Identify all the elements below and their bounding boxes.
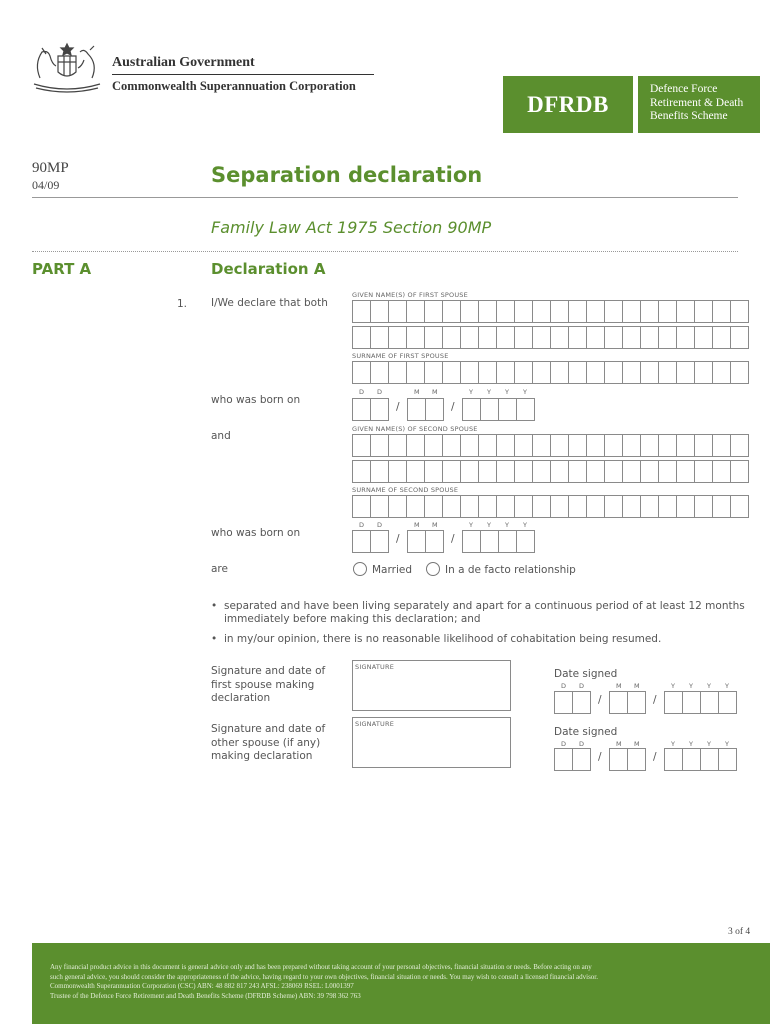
date-month-label: M [616, 740, 622, 748]
date-day-label: D [579, 740, 585, 748]
date-day-label: D [561, 682, 567, 690]
second-dob-month-field[interactable] [407, 530, 444, 553]
date-separator: / [396, 533, 400, 545]
first-surname-field[interactable] [352, 361, 749, 384]
first-sign-year-field[interactable] [664, 691, 737, 714]
question-number: 1. [177, 298, 188, 310]
declaration-heading: Declaration A [211, 260, 326, 278]
government-subtitle: Commonwealth Superannuation Corporation [112, 79, 356, 93]
signature-label: SIGNATURE [355, 720, 395, 728]
date-day-label: D [579, 682, 585, 690]
form-date: 04/09 [32, 178, 60, 192]
first-dob-day-field[interactable] [352, 398, 389, 421]
date-separator: / [653, 694, 657, 706]
section-divider [32, 251, 738, 252]
header-divider [112, 74, 374, 75]
first-surname-label: SURNAME OF FIRST SPOUSE [352, 352, 449, 360]
dob-month-label: M [414, 388, 420, 396]
date-separator: / [598, 694, 602, 706]
second-dob-year-field[interactable] [462, 530, 535, 553]
dob-day-label: D [359, 521, 365, 529]
date-signed-label: Date signed [554, 668, 618, 680]
dob-year-label: Y [505, 388, 510, 396]
date-separator: / [598, 751, 602, 763]
date-year-label: Y [689, 740, 694, 748]
date-year-label: Y [671, 682, 676, 690]
part-heading: PART A [32, 260, 92, 278]
other-sign-year-field[interactable] [664, 748, 737, 771]
second-given-names-row2[interactable] [352, 460, 749, 483]
label-line: Signature and date of [211, 723, 326, 735]
dob-year-label: Y [469, 388, 474, 396]
date-separator: / [396, 401, 400, 413]
title-divider [32, 197, 738, 198]
dob-year-label: Y [523, 388, 528, 396]
scheme-name-line: Retirement & Death [650, 96, 744, 109]
date-signed-label: Date signed [554, 726, 618, 738]
signature-label: SIGNATURE [355, 663, 395, 671]
dob-month-label: M [432, 388, 438, 396]
bullet-icon: • [211, 633, 218, 645]
declare-text: I/We declare that both [211, 297, 328, 309]
dob-day-label: D [377, 521, 383, 529]
bullet-separated-line2: immediately before making this declaration; and [224, 613, 481, 625]
page-number: 3 of 4 [728, 927, 751, 937]
second-dob-day-field[interactable] [352, 530, 389, 553]
scheme-name [638, 76, 760, 133]
married-label: Married [372, 564, 412, 576]
other-signature-label [211, 723, 325, 764]
footer-line: such general advice, you should consider the appropriateness of the advice, having regard to your own objectives, financial situation or needs. You may wish to consult a licensed financial advisor. [50, 972, 598, 981]
born-on-label: who was born on [211, 394, 301, 406]
date-day-label: D [561, 740, 567, 748]
dob-year-label: Y [487, 521, 492, 529]
dob-year-label: Y [469, 521, 474, 529]
date-year-label: Y [725, 682, 730, 690]
de-facto-radio[interactable] [426, 562, 440, 576]
dob-year-label: Y [505, 521, 510, 529]
dob-year-label: Y [523, 521, 528, 529]
and-label: and [211, 430, 231, 442]
date-year-label: Y [689, 682, 694, 690]
date-separator: / [451, 533, 455, 545]
first-dob-month-field[interactable] [407, 398, 444, 421]
second-given-label: GIVEN NAME(S) OF SECOND SPOUSE [352, 425, 478, 433]
footer-line: Any financial product advice in this document is general advice only and has been prepared without taking account of your personal objectives, financial situation or needs. Before acting on any [50, 963, 592, 971]
dfrdb-logo: DFRDB [503, 76, 633, 133]
bullet-icon: • [211, 600, 218, 612]
date-month-label: M [634, 682, 640, 690]
bullet-no-cohabitation: in my/our opinion, there is no reasonable likelihood of cohabitation being resumed. [224, 633, 662, 645]
second-given-names-row1[interactable] [352, 434, 749, 457]
page-subtitle: Family Law Act 1975 Section 90MP [211, 218, 492, 237]
label-line: other spouse (if any) [211, 736, 321, 749]
date-separator: / [451, 401, 455, 413]
first-given-label: GIVEN NAME(S) OF FIRST SPOUSE [352, 291, 468, 299]
footer-line: Commonwealth Superannuation Corporation (CSC) ABN: 48 882 817 243 AFSL: 238069 RSEL: L0001397 [50, 982, 354, 990]
dob-day-label: D [359, 388, 365, 396]
dob-month-label: M [414, 521, 420, 529]
married-radio[interactable] [353, 562, 367, 576]
second-surname-label: SURNAME OF SECOND SPOUSE [352, 486, 459, 494]
other-sign-month-field[interactable] [609, 748, 646, 771]
date-month-label: M [616, 682, 622, 690]
date-month-label: M [634, 740, 640, 748]
dob-month-label: M [432, 521, 438, 529]
are-label: are [211, 563, 228, 575]
first-given-names-row2[interactable] [352, 326, 749, 349]
date-year-label: Y [671, 740, 676, 748]
first-sign-day-field[interactable] [554, 691, 591, 714]
date-separator: / [653, 751, 657, 763]
de-facto-label: In a de facto relationship [445, 564, 576, 576]
page-title: Separation declaration [211, 163, 483, 187]
dob-day-label: D [377, 388, 383, 396]
born-on-label: who was born on [211, 527, 301, 539]
footer-disclaimer [32, 943, 770, 1024]
date-year-label: Y [707, 682, 712, 690]
label-line: making declaration [211, 750, 313, 762]
government-title: Australian Government [112, 55, 255, 70]
date-year-label: Y [725, 740, 730, 748]
form-code: 90MP [32, 160, 69, 176]
bullet-separated-line1: separated and have been living separately and apart for a continuous period of at least 12 months [224, 600, 745, 612]
first-dob-year-field[interactable] [462, 398, 535, 421]
label-line: first spouse making [211, 678, 315, 691]
footer-line: Trustee of the Defence Force Retirement and Death Benefits Scheme (DFRDB Scheme) ABN: 39 798 362 763 [50, 991, 361, 1000]
first-given-names-row1[interactable] [352, 300, 749, 323]
other-sign-day-field[interactable] [554, 748, 591, 771]
coat-of-arms-logo [30, 40, 104, 96]
first-signature-label [211, 665, 325, 706]
scheme-name-line: Defence Force [650, 83, 718, 95]
first-sign-month-field[interactable] [609, 691, 646, 714]
label-line: declaration [211, 692, 271, 704]
second-surname-field[interactable] [352, 495, 749, 518]
label-line: Signature and date of [211, 665, 326, 677]
dob-year-label: Y [487, 388, 492, 396]
date-year-label: Y [707, 740, 712, 748]
scheme-name-line: Benefits Scheme [650, 110, 728, 122]
